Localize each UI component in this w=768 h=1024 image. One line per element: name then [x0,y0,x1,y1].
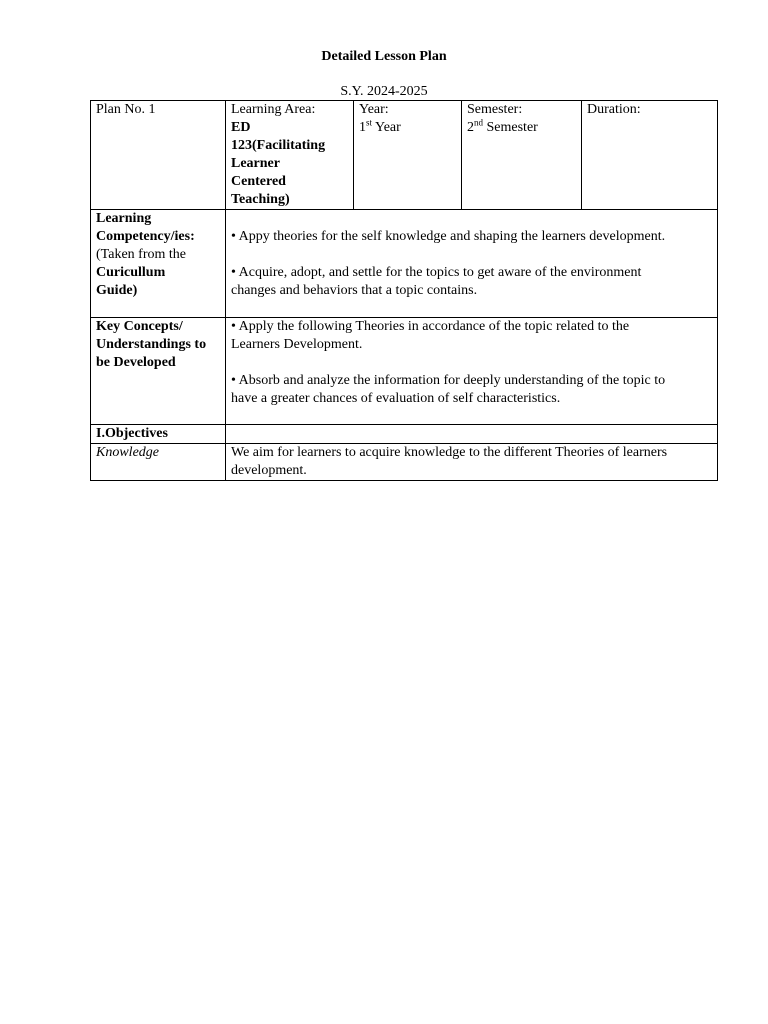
year-value [359,119,456,137]
knowledge-text: We aim for learners to acquire knowledge to the different Theories of learners [231,445,668,460]
learning-area-value-line: Teaching) [231,192,290,207]
learning-area-value-line: ED [231,120,251,135]
year-rest: Year [372,120,401,135]
competency-label-line: Guide) [96,283,138,298]
duration-label: Duration: [587,102,641,117]
year-sup: st [366,117,373,128]
objectives-heading-empty [226,425,718,444]
key-concepts-label-line: Key Concepts/ [96,319,183,334]
lesson-plan-table [90,100,718,481]
year-label: Year: [359,102,389,117]
learning-area-value-line: 123(Facilitating [231,138,326,153]
year-num: 1 [359,120,366,135]
semester-label: Semester: [467,102,523,117]
competency-label-line: Curicullum [96,265,166,280]
knowledge-text-continued: development. [231,463,307,478]
learning-area-label: Learning Area: [231,102,316,117]
key-concepts-label-line: Understandings to [96,337,207,352]
knowledge-label: Knowledge [91,444,226,481]
key-concepts-row [91,318,718,425]
competency-content-cell [226,210,718,318]
header-row [91,101,718,210]
semester-num: 2 [467,120,474,135]
competency-bullet: • Acquire, adopt, and settle for the topics to get aware of the environment [231,265,642,280]
duration-cell [582,101,718,210]
key-concepts-bullet: • Apply the following Theories in accordance of the topic related to the [231,319,630,334]
objectives-heading: I.Objectives [91,425,226,444]
semester-cell [462,101,582,210]
key-concepts-label-line: be Developed [96,355,176,370]
year-cell [354,101,462,210]
plan-no-cell [91,101,226,210]
key-concepts-content-cell [226,318,718,425]
semester-sup: nd [474,117,483,128]
document-title: Detailed Lesson Plan [321,49,447,64]
competency-row [91,210,718,318]
semester-rest: Semester [483,120,538,135]
key-concepts-label-cell [91,318,226,425]
learning-area-value-line: Centered [231,174,286,189]
knowledge-content-cell [226,444,718,481]
competency-label-cell [91,210,226,318]
objectives-heading-row [91,425,718,444]
competency-bullet: • Appy theories for the self knowledge and shaping the learners development. [231,229,666,244]
key-concepts-bullet: • Absorb and analyze the information for deeply understanding of the topic to [231,373,666,388]
competency-label-line: Learning [96,211,152,226]
learning-area-value-line: Learner [231,156,280,171]
key-concepts-bullet-continued: have a greater chances of evaluation of self characteristics. [231,391,561,406]
competency-bullet-continued: changes and behaviors that a topic contains. [231,283,478,298]
learning-area-cell [226,101,354,210]
school-year: S.Y. 2024-2025 [340,84,428,99]
semester-value [467,119,576,137]
key-concepts-bullet-continued: Learners Development. [231,337,363,352]
competency-label-line: (Taken from the [96,247,186,262]
plan-no: Plan No. 1 [96,102,156,117]
competency-label-line: Competency/ies: [96,229,195,244]
knowledge-row [91,444,718,481]
